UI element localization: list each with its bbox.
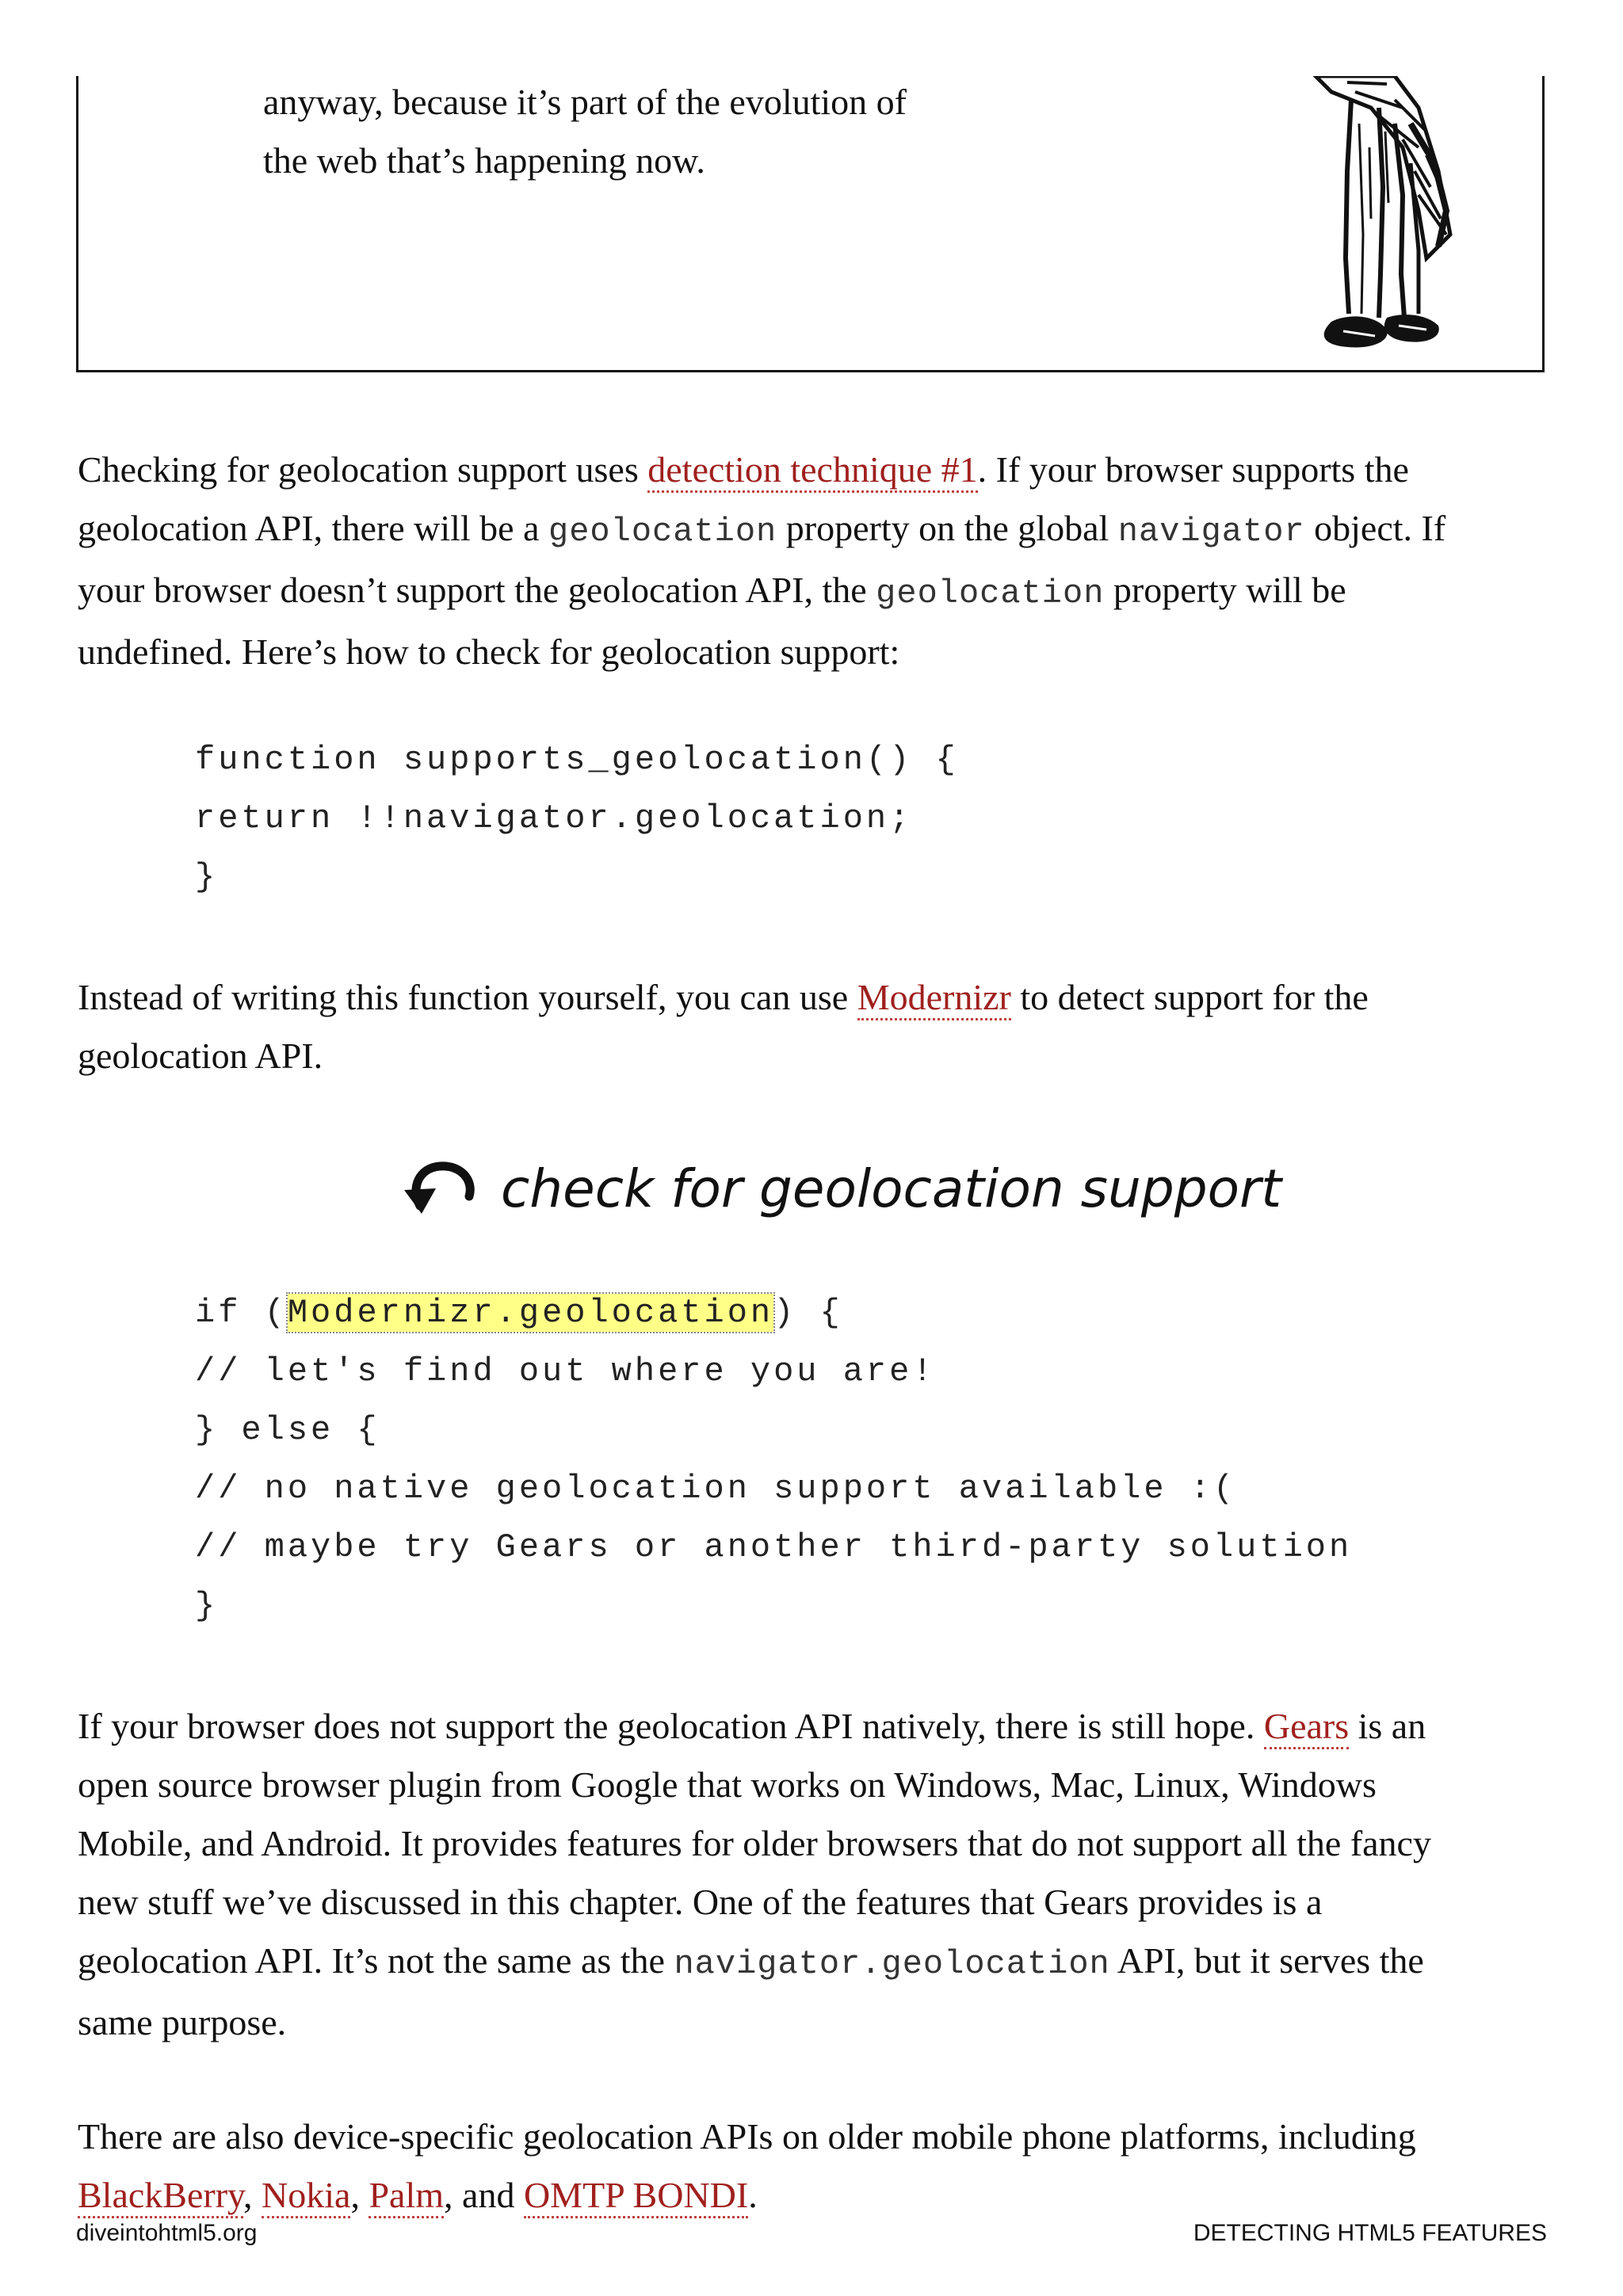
text: to detect support for the — [1010, 977, 1369, 1017]
aside-line: anyway, because it’s part of the evolution of — [263, 82, 907, 122]
text: , and — [444, 2175, 524, 2215]
text: geolocation API. It’s not the same as the — [78, 1940, 674, 1981]
professor-legs-illustration — [1300, 76, 1529, 369]
paragraph-line — [78, 441, 1552, 499]
paragraph-line: new stuff we’ve discussed in this chapter. One of the features that Gears provides is a — [78, 1882, 1323, 1922]
code-text: if ( — [195, 1294, 288, 1332]
paragraph-line: undefined. Here’s how to check for geolocation support: — [78, 631, 900, 672]
paragraph-line — [78, 1932, 1552, 1993]
text: , — [243, 2175, 262, 2215]
code-line: function supports_geolocation() { — [195, 741, 959, 779]
paragraph-line: There are also device-specific geolocation APIs on older mobile phone platforms, including — [78, 2116, 1416, 2157]
nokia-link[interactable]: Nokia — [262, 2175, 350, 2218]
text: If your browser does not support the geolocation API natively, there is still hope. — [78, 1706, 1264, 1746]
text: property on the global — [777, 508, 1118, 548]
text: geolocation API, there will be a — [78, 508, 549, 548]
code-line — [195, 1283, 1463, 1342]
palm-link[interactable]: Palm — [369, 2175, 444, 2218]
inline-code: geolocation — [548, 513, 777, 551]
code-block-modernizr-check — [195, 1283, 1463, 1635]
text: . If your browser supports the — [977, 449, 1409, 490]
blackberry-link[interactable]: BlackBerry — [78, 2175, 243, 2218]
code-line: return !!navigator.geolocation; — [195, 799, 913, 837]
code-line: // maybe try Gears or another third-party solution — [195, 1528, 1353, 1566]
paragraph-line — [78, 499, 1552, 561]
paragraph-line — [78, 561, 1552, 623]
text: API, but it serves the — [1109, 1940, 1424, 1981]
gears-link[interactable]: Gears — [1264, 1706, 1349, 1749]
paragraph-line: open source browser plugin from Google that works on Windows, Mac, Linux, Windows — [78, 1764, 1377, 1805]
text: Checking for geolocation support uses — [78, 449, 648, 490]
paragraph-line — [78, 968, 1552, 1027]
code-text: ) { — [773, 1294, 843, 1332]
footer-chapter-title: DETECTING HTML5 FEATURES — [1193, 2220, 1547, 2246]
text: is an — [1349, 1706, 1426, 1746]
detection-technique-link[interactable]: detection technique #1 — [647, 449, 977, 493]
modernizr-link[interactable]: Modernizr — [857, 977, 1011, 1020]
paragraph-line: same purpose. — [78, 2002, 287, 2042]
code-line: } — [195, 1587, 219, 1625]
paragraph-line — [78, 1697, 1552, 1756]
code-line: // let's find out where you are! — [195, 1352, 936, 1390]
text: object. If — [1304, 508, 1446, 548]
paragraph-gears — [78, 1697, 1552, 2052]
code-line: // no native geolocation support available :( — [195, 1470, 1237, 1508]
text: . — [748, 2175, 758, 2215]
text: property will be — [1104, 570, 1346, 610]
inline-code: navigator.geolocation — [674, 1945, 1110, 1983]
heading-title: check for geolocation support — [501, 1158, 1282, 1219]
paragraph-line: Mobile, and Android. It provides features for older browsers that do not support all the fancy — [78, 1823, 1431, 1863]
highlighted-code: Modernizr.geolocation — [287, 1294, 774, 1332]
footer-site-url: diveintohtml5.org — [76, 2220, 258, 2246]
aside-line: the web that’s happening now. — [263, 140, 705, 181]
paragraph-line — [78, 2166, 1552, 2225]
inline-code: navigator — [1117, 513, 1305, 551]
text: Instead of writing this function yourself, you can use — [78, 977, 857, 1017]
code-line: } else { — [195, 1411, 380, 1449]
aside-text — [263, 73, 1056, 190]
inline-code: geolocation — [876, 574, 1105, 612]
paragraph-device-apis — [78, 2107, 1552, 2225]
paragraph-modernizr — [78, 968, 1552, 1085]
section-heading — [396, 1157, 1281, 1220]
undo-arrow-icon[interactable] — [396, 1157, 483, 1220]
omtp-bondi-link[interactable]: OMTP BONDI — [524, 2175, 748, 2218]
code-line: } — [195, 858, 219, 896]
paragraph-detection — [78, 441, 1552, 681]
text: your browser doesn’t support the geolocation API, the — [78, 570, 876, 610]
code-block-supports-geolocation — [195, 730, 1463, 906]
text: , — [350, 2175, 369, 2215]
paragraph-line: geolocation API. — [78, 1035, 323, 1076]
